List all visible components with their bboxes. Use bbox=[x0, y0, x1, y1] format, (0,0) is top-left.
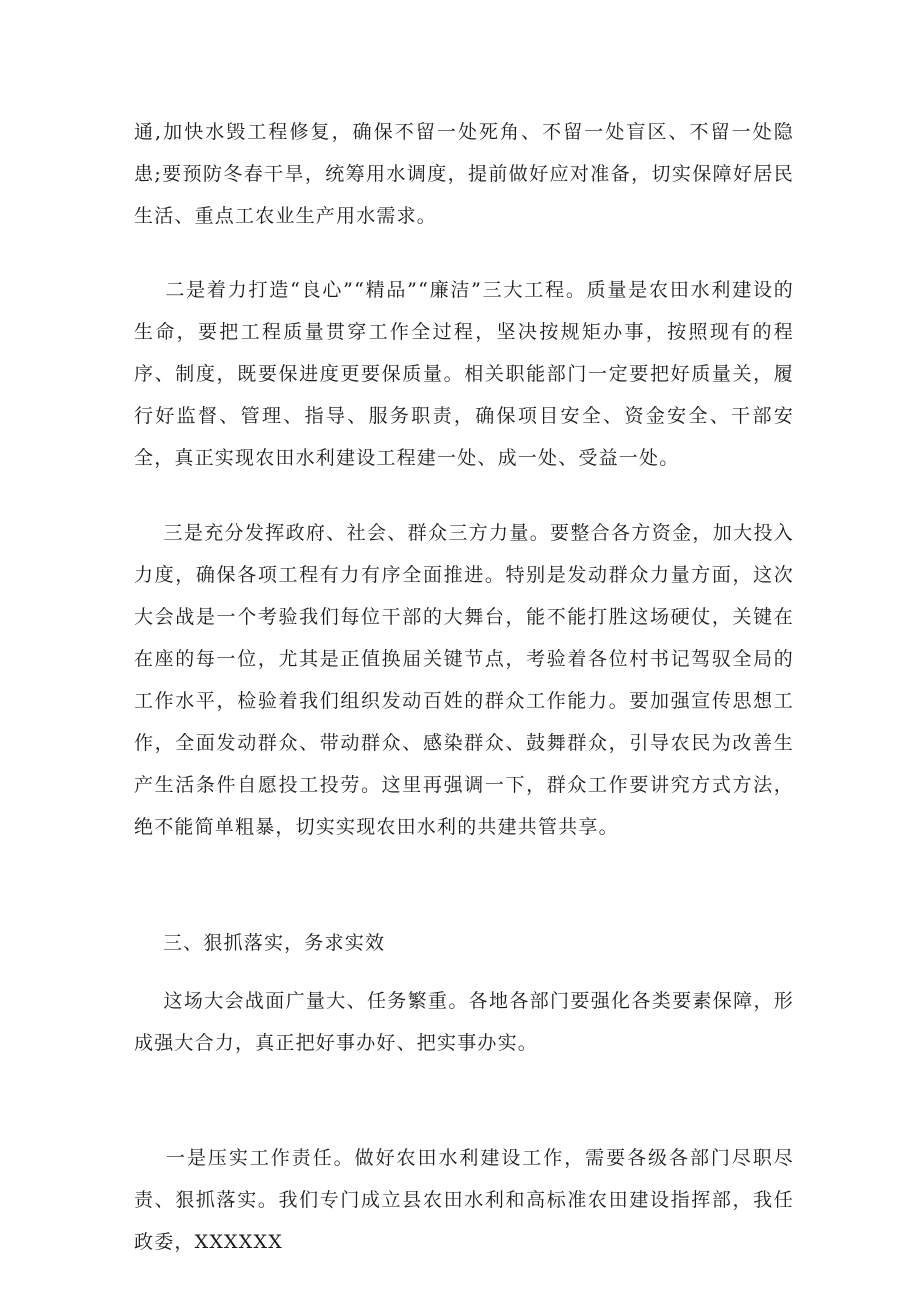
section-heading: 三、狠抓落实，务求实效 bbox=[134, 932, 386, 954]
paragraph-three-forces: 三是充分发挥政府、社会、群众三方力量。要整合各方资金，加大投入力度，确保各项工程有力有序全面推进。特别是发动群众力量方面，这次大会战是一个考验我们每位干部的大舞台，能不能打胜这场硬仗，关键在在座的每一位，尤其是正值换届关键节点，考验着各位村书记驾驭全局的工作水平，检验着我们组织发动百姓的群众工作能力。要加强宣传思想工作，全面发动群众、带动群众、感染群众、鼓舞群众，引导农民为改善生产生活条件自愿投工投劳。这里再强调一下，群众工作要讲究方式方法，绝不能简单粗暴，切实实现农田水利的共建共管共享。 bbox=[134, 522, 794, 838]
paragraph-responsibility: 一是压实工作责任。做好农田水利建设工作，需要各级各部门尽职尽责、狠抓落实。我们专门成立县农田水利和高标准农田建设指挥部，我任政委，XXXXXX bbox=[134, 1147, 794, 1253]
paragraph-continuation: 通,加快水毁工程修复，确保不留一处死角、不留一处盲区、不留一处隐患;要预防冬春干旱，统筹用水调度，提前做好应对准备，切实保障好居民生活、重点工农业生产用水需求。 bbox=[134, 121, 794, 227]
paragraph-three-projects: 二是着力打造“良心”“精品”“廉洁”三大工程。质量是农田水利建设的生命，要把工程质量贯穿工作全过程，坚决按规矩办事，按照现有的程序、制度，既要保进度更要保质量。相关职能部门一定要把好质量关，履行好监督、管理、指导、服务职责，确保项目安全、资金安全、干部安全，真正实现农田水利建设工程建一处、成一处、受益一处。 bbox=[134, 279, 794, 469]
paragraph-section-intro: 这场大会战面广量大、任务繁重。各地各部门要强化各类要素保障，形成强大合力，真正把好事办好、把实事办实。 bbox=[134, 990, 794, 1054]
